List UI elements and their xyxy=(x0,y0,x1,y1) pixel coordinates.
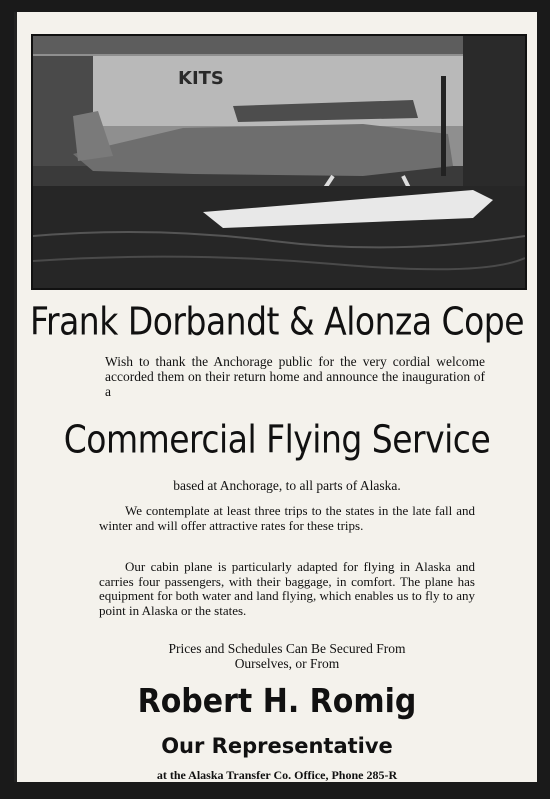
intro-text: Wish to thank the Anchorage public for the very cordial welcome accorded them on their return home and announce the inauguration of a xyxy=(105,354,485,399)
seaplane-image xyxy=(33,36,525,288)
paragraph-trips-text: We contemplate at least three trips to the states in the late fall and winter and will offer attractive rates for these trips. xyxy=(99,503,475,533)
prices-line-2: Ourselves, or From xyxy=(234,656,340,671)
representative-name: Robert H. Romig xyxy=(137,682,417,721)
prices-line-1: Prices and Schedules Can Be Secured From xyxy=(168,641,406,656)
representative-title: Our Representative xyxy=(161,734,393,758)
paragraph-trips xyxy=(99,504,475,533)
newspaper-ad xyxy=(14,12,537,782)
address-line: at the Alaska Transfer Co. Office, Phone 285-R xyxy=(156,768,398,782)
based-line: based at Anchorage, to all parts of Alaska. xyxy=(173,478,401,493)
hangar-sign: KITS xyxy=(178,68,224,89)
service-title: Commercial Flying Service xyxy=(63,417,491,462)
paragraph-plane-text: Our cabin plane is particularly adapted for flying in Alaska and carries four passengers, with their baggage, in comfort. The plane has equipment for both water and land flying, which enables us to fly to any point in Alaska or the states. xyxy=(99,559,475,618)
paragraph-plane xyxy=(99,560,475,618)
headline: Frank Dorbandt & Alonza Cope xyxy=(29,299,525,344)
seaplane-photo xyxy=(31,34,527,290)
prices-note xyxy=(17,641,547,671)
